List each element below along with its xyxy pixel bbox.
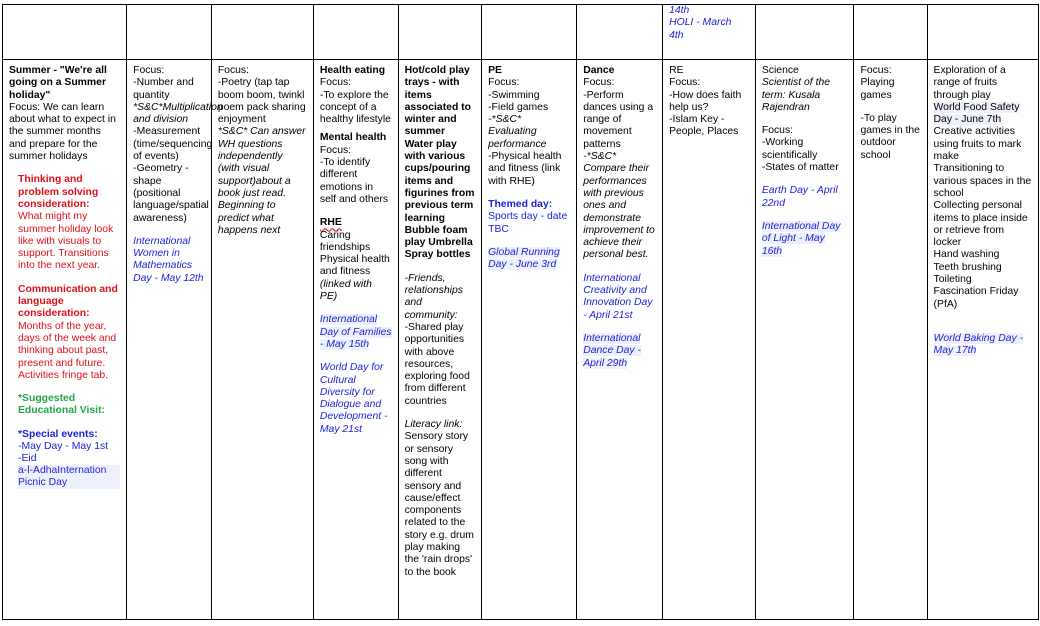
topic-title: Summer - "We're all going on a Summer holiday": [9, 65, 107, 101]
science-event: Earth Day - April 22nd: [761, 185, 838, 209]
rhe-items: Caring friendships Physical health and fitness: [319, 229, 390, 278]
dance-focus: Focus:: [583, 77, 615, 89]
cell-top-pe: [482, 5, 577, 60]
cell-top-literacy: [211, 5, 313, 60]
re-item: -Islam Key - People, Places: [669, 114, 739, 138]
thinking-body: What might my summer holiday look like with visuals to support. Transitions into the next year.: [18, 211, 114, 272]
outdoor-item: -To play games in the outdoor school: [860, 112, 920, 161]
cell-top-dance: [577, 5, 663, 60]
cell-pshe: [313, 60, 398, 620]
outdoor-heading: Playing games: [860, 77, 895, 101]
maths-focus: Focus:: [133, 65, 165, 76]
life-skills-line: Fascination Friday (PfA): [933, 286, 1019, 310]
cell-top-maths: [127, 5, 212, 60]
table-row-summer: [3, 60, 1039, 620]
special-event: a-l-AdhaInternation Picnic Day: [18, 465, 120, 489]
themed-day-heading: Themed day:: [488, 198, 553, 210]
health-item: -To explore the concept of a healthy lifestyle: [319, 89, 391, 126]
cell-top-outdoor: [854, 5, 927, 60]
dance-event: International Dance Day - April 29th: [583, 332, 641, 369]
cell-top-re: [663, 5, 756, 60]
dance-heading: Dance: [583, 65, 615, 76]
dance-sc-note: -*S&C* Compare their performances with previous ones and demonstrate improvement to achieve their personal best.: [583, 151, 655, 261]
re-item: -How does faith help us?: [669, 89, 742, 113]
literacy-sc-note: *S&C* Can answer WH questions independently (with visual support)about a book just read. Beginning to predict what happens next: [217, 126, 306, 236]
life-skills-line: Teeth brushing: [933, 261, 1002, 273]
outdoor-focus: Focus:: [860, 65, 892, 76]
themed-day-body: Sports day - date TBC: [488, 211, 568, 235]
literacy-item: -Poetry (tap tap boom boom, twinkl poem pack sharing enjoyment: [217, 77, 306, 126]
maths-item: -Measurement (time/sequencing of events): [133, 126, 213, 163]
cell-top-pshe: [313, 5, 398, 60]
pe-sc-note: -*S&C* Evaluating performance: [488, 114, 547, 150]
pe-heading: PE: [488, 65, 502, 76]
friends-heading: -Friends, relationships and community:: [404, 272, 463, 321]
literacy-link-heading: Literacy link:: [404, 419, 463, 431]
communication-body: Months of the year, days of the week and thinking about past, present and future. Activities fringe tab.: [18, 320, 117, 381]
re-focus: Focus:: [669, 77, 701, 89]
science-focus: Focus:: [761, 125, 794, 137]
cell-outdoor: [854, 60, 927, 620]
cell-re: [663, 60, 756, 620]
cell-dance: [577, 60, 663, 620]
re-event-line: 14th: [669, 5, 690, 16]
communication-heading: Communication and language consideration:: [18, 283, 118, 320]
dance-item: -Perform dances using a range of movement patterns: [583, 89, 654, 150]
pe-event: Global Running Day - June 3rd: [488, 246, 560, 271]
life-skills-line: Exploration of a range of fruits through play: [933, 65, 1006, 101]
special-events-heading: *Special events:: [18, 428, 98, 440]
cell-maths: [127, 60, 223, 620]
rhe-heading: RHE: [319, 217, 342, 229]
literacy-link-body: Sensory story or sensory song with different sensory and cause/effect components related to the story e.g. drum play making the 'rain drops' to the book: [404, 431, 474, 578]
mental-item: -To identify different emotions in self and others: [319, 157, 389, 205]
life-skills-line: Toileting: [933, 274, 972, 286]
pshe-event: International Day of Families - May 15th: [319, 314, 392, 350]
special-event: -May Day - May 1st: [18, 441, 109, 453]
mental-focus: Focus:: [319, 144, 352, 156]
life-skills-line: Creative activities using fruits to mark make: [933, 126, 1022, 163]
life-skills-line: World Food Safety Day - June 7th: [933, 101, 1020, 126]
cell-top-life-skills: [927, 5, 1038, 60]
visit-heading: *Suggested Educational Visit:: [18, 393, 105, 417]
science-item: -Working scientifically: [761, 137, 818, 161]
cell-science: [755, 60, 854, 620]
pe-item: -Physical health and fitness (link with RHE): [488, 151, 562, 187]
re-heading: RE: [669, 65, 684, 76]
maths-sc-note: *S&C*Multiplication and division: [133, 101, 223, 126]
literacy-focus: Focus:: [217, 65, 249, 76]
re-event-line: HOLI - March: [669, 17, 732, 29]
special-event: -Eid: [18, 453, 37, 465]
dance-event: International Creativity and Innovation Day - April 21st: [583, 272, 653, 321]
maths-item: -Number and quantity: [133, 77, 194, 101]
scientist-of-term: Scientist of the term: Kusala Rajendran: [761, 77, 831, 113]
health-focus: Focus:: [319, 77, 352, 89]
mental-heading: Mental health: [319, 132, 387, 144]
life-skills-line: Collecting personal items to place inside or retrieve from locker: [933, 200, 1028, 249]
pe-item: -Field games: [488, 101, 549, 113]
thinking-heading: Thinking and problem solving consideration:: [18, 174, 99, 210]
life-skills-line: Hand washing: [933, 249, 1000, 261]
re-events-tail: [669, 5, 749, 42]
cell-top-science: [755, 5, 854, 60]
cell-summer-topic: [3, 60, 127, 620]
rhe-note: (linked with PE): [319, 278, 372, 303]
cell-sensory: [398, 60, 482, 620]
friends-body: -Shared play opportunities with above resources, exploring food from different countries: [404, 321, 470, 407]
cell-top-topic: [3, 5, 127, 60]
table-row-top: [3, 5, 1039, 60]
science-event: International Day of Light - May 16th: [761, 220, 841, 257]
re-event-line: 4th: [669, 29, 684, 41]
health-heading: Health eating: [319, 65, 386, 76]
pe-item: -Swimming: [488, 89, 540, 101]
pe-focus: Focus:: [488, 77, 520, 89]
cell-pe: [482, 60, 577, 620]
cell-life-skills: [927, 60, 1038, 620]
curriculum-plan-table: [2, 4, 1039, 620]
pshe-event: World Day for Cultural Diversity for Dialogue and Development - May 21st: [319, 362, 388, 435]
sensory-heading: Hot/cold play trays - with items associated to winter and summer Water play with various cups/pouring items and figurines from previous term learning Bubble foam play Umbrella Spray bottles: [404, 65, 475, 261]
cell-literacy: [211, 60, 313, 620]
science-item: -States of matter: [761, 162, 839, 174]
cell-top-sensory: [398, 5, 482, 60]
life-skills-line: Transitioning to various spaces in the school: [933, 163, 1032, 199]
topic-focus: Focus: We can learn about what to expect in the summer months and prepare for the summer holidays: [9, 101, 116, 163]
maths-item: -Geometry - shape (positional language/spatial awareness): [133, 163, 209, 224]
life-skills-event: World Baking Day - May 17th: [933, 332, 1024, 357]
science-heading: Science: [761, 65, 799, 76]
maths-event: International Women in Mathematics Day - May 12th: [133, 235, 204, 284]
